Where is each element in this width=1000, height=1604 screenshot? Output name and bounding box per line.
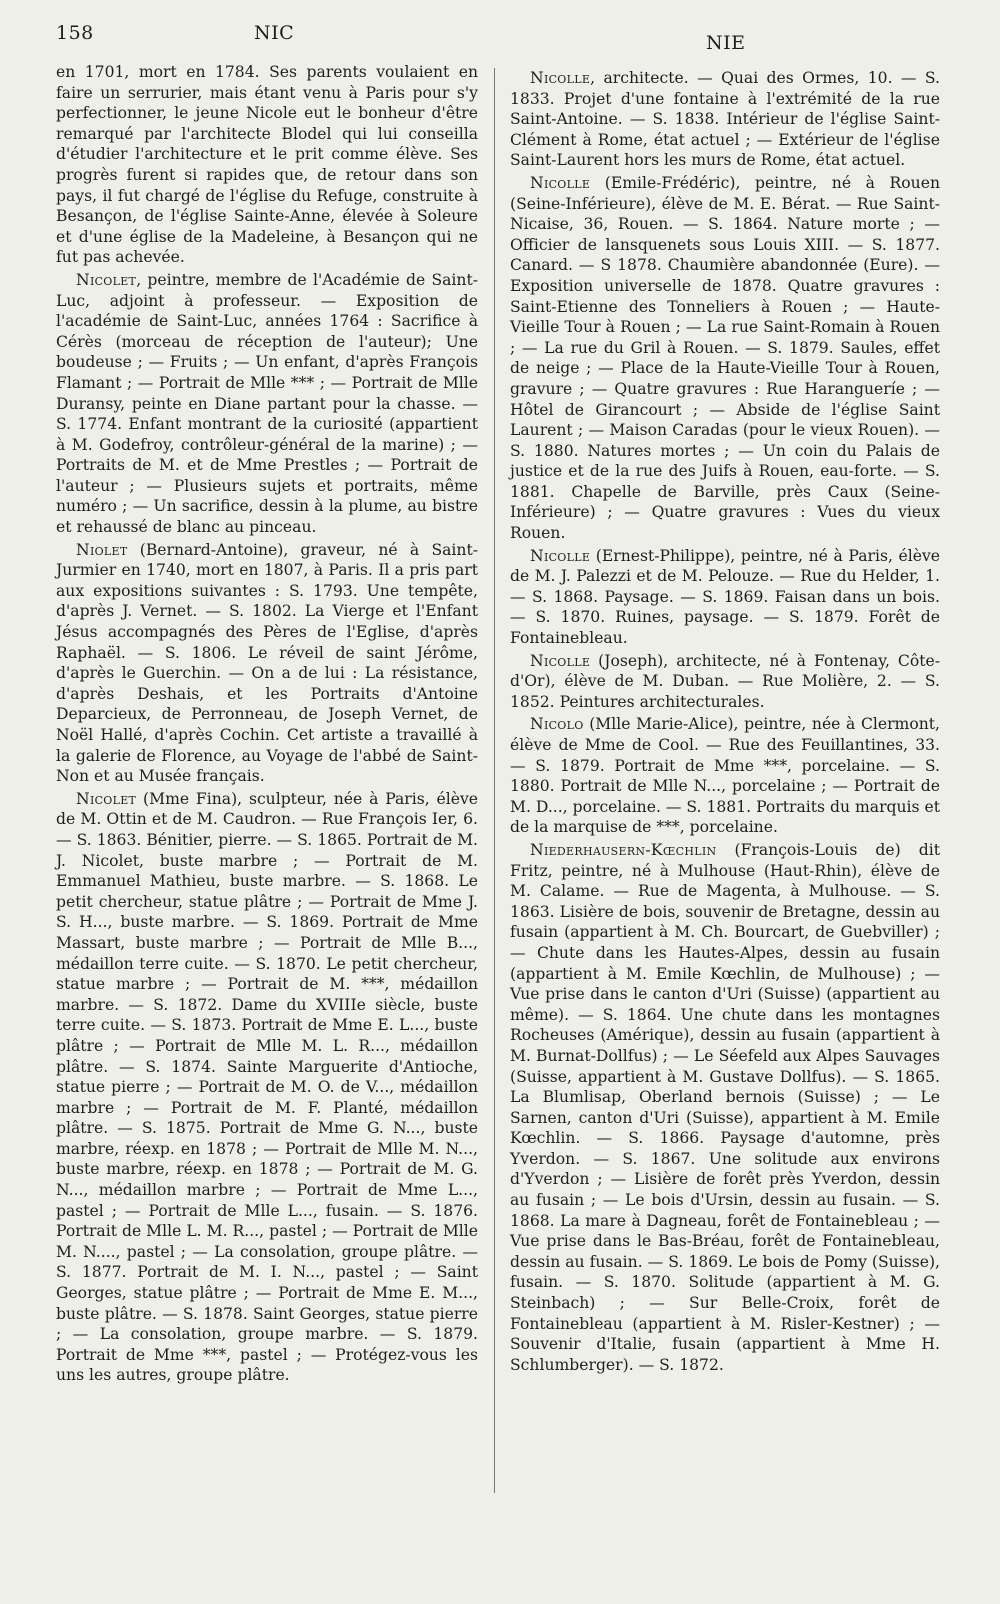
entry (510, 68, 940, 171)
entry-name: Nicolet (76, 789, 137, 808)
entry (510, 546, 940, 649)
running-head-right: NIE (706, 32, 746, 54)
entry-name: Nicolle (530, 651, 591, 670)
entry-text: , architecte. — Quai des Ormes, 10. — S. 1833. Projet d'une fontaine à l'extrémité de la rue Saint-Antoine. — S. 1838. Intérieur de l'église Saint-Clément à Rome, état actuel ; — Extérieur de l'église Saint-Laurent hors les murs de Rome, état actuel. (510, 69, 940, 170)
entry-name: Nicolet (76, 270, 137, 289)
page-number: 158 (56, 22, 94, 44)
entry (56, 62, 478, 268)
column-divider (494, 68, 495, 1493)
entry-name: Nicolle (530, 173, 591, 192)
entry (510, 651, 940, 713)
left-column (56, 62, 478, 1388)
right-column (510, 68, 940, 1377)
entry (56, 789, 478, 1386)
entry-text: , peintre, membre de l'Académie de Saint-Luc, adjoint à professeur. — Exposition de l'académie de Saint-Luc, années 1764 : Sacrifice à Cérès (morceau de réception de l'auteur); Une boudeuse ; — Fruits ; — Un enfant, d'après François Flamant ; — Portrait de Mlle *** ; — Portrait de Mlle Duransy, peinte en Diane partant pour la chasse. — S. 1774. Enfant montrant de la curiosité (appartient à M. Godefroy, contrôleur-général de la marine) ; — Portraits de M. et de Mme Prestles ; — Portrait de l'auteur ; — Plusieurs sujets et portraits, même numéro ; — Un sacrifice, dessin à la plume, au bistre et rehaussé de blanc au pinceau. (56, 270, 478, 537)
entry (510, 840, 940, 1375)
entry-text: (Ernest-Philippe), peintre, né à Paris, élève de M. J. Palezzi et de M. Pelouze. — Rue du Helder, 1. — S. 1868. Paysage. — S. 1869. Faisan dans un bois. — S. 1870. Ruines, paysage. — S. 1879. Forêt de Fontainebleau. (510, 546, 940, 648)
running-head-left: NIC (254, 22, 295, 44)
entry-text: (Bernard-Antoine), graveur, né à Saint-Jurmier en 1740, mort en 1807, à Paris. Il a pris part aux expositions suivantes : S. 1793. Une tempête, d'après J. Vernet. — S. 1802. La Vierge et l'Enfant Jésus accompagnés des Pères de l'Eglise, d'après Raphaël. — S. 1806. Le réveil de saint Jérôme, d'après le Guerchin. — On a de lui : La résistance, d'après Deshais, et les Portraits d'Antoine Deparcieux, de Perronneau, de Joseph Vernet, de Noël Hallé, d'après Cochin. Cet artiste a travaillé à la galerie de Florence, au Voyage de l'abbé de Saint-Non et au Musée français. (56, 540, 478, 786)
entry (56, 540, 478, 787)
entry (510, 714, 940, 838)
entry-text: (Mlle Marie-Alice), peintre, née à Clermont, élève de Mme de Cool. — Rue des Feuillantines, 33. — S. 1879. Portrait de Mme ***, porcelaine. — S. 1880. Portrait de Mlle N..., porcelaine ; — Portrait de M. D..., porcelaine. — S. 1881. Portraits du marquis et de la marquise de ***, porcelaine. (510, 715, 940, 837)
entry-text: (François-Louis de) dit Fritz, peintre, né à Mulhouse (Haut-Rhin), élève de M. Calame. — Rue de Magenta, à Mulhouse. — S. 1863. Lisière de bois, souvenir de Bretagne, dessin au fusain (appartient à M. Ch. Bourcart, de Guebviller) ; — Chute dans les Hautes-Alpes, dessin au fusain (appartient à M. Emile Kœchlin, de Mulhouse) ; — Vue prise dans le canton d'Uri (Suisse) (appartient au même). — S. 1864. Une chute dans les montagnes Rocheuses (Amérique), dessin au fusain (appartient à M. Burnat-Dollfus) ; — Le Séefeld aux Alpes Sauvages (Suisse, appartient à M. Gustave Dollfus). — S. 1865. La Blumlisap, Oberland bernois (Suisse) ; — Le Sarnen, canton d'Uri (Suisse), appartient à M. Emile Kœchlin. — S. 1866. Paysage d'automne, près Yverdon. — S. 1867. Une solitude aux environs d'Yverdon ; — Lisière de forêt près Yverdon, dessin au fusain ; — Le bois d'Ursin, dessin au fusain. — S. 1868. La mare à Dagneau, forêt de Fontainebleau ; — Vue prise dans le Bas-Bréau, forêt de Fontainebleau, dessin au fusain. — S. 1869. Le bois de Pomy (Suisse), fusain. — S. 1870. Solitude (appartient à M. G. Steinbach) ; — Sur Belle-Croix, forêt de Fontainebleau (appartient à M. Risler-Kestner) ; — Souvenir d'Italie, fusain (appartient à Mme H. Schlumberger). — S. 1872. (510, 840, 940, 1374)
entry (56, 270, 478, 538)
entry-text: en 1701, mort en 1784. Ses parents voulaient en faire un serrurier, mais étant venu à Paris pour s'y perfectionner, le jeune Nicole eut le bonheur d'être remarqué par l'architecte Blodel qui lui conseilla d'étudier l'architecture et le prit comme élève. Ses progrès furent si rapides que, de retour dans son pays, il fut chargé de l'église du Refuge, construite à Besançon, de l'église Sainte-Anne, élevée à Soleure et d'une église de la Madeleine, à Besançon qui ne fut pas achevée. (56, 63, 478, 267)
entry (510, 173, 940, 544)
entry-name: Nicolle (530, 69, 591, 87)
entry-name: Nicolle (530, 546, 591, 565)
entry-name: Niederhausern-Kœchlin (530, 840, 717, 859)
entry-name: Niolet (76, 540, 128, 559)
entry-text: (Joseph), architecte, né à Fontenay, Côte-d'Or), élève de M. Duban. — Rue Molière, 2. — S. 1852. Peintures architecturales. (510, 651, 940, 711)
entry-text: (Mme Fina), sculpteur, née à Paris, élève de M. Ottin et de M. Caudron. — Rue François Ier, 6. — S. 1863. Bénitier, pierre. — S. 1865. Portrait de M. J. Nicolet, buste marbre ; — Portrait de M. Emmanuel Mathieu, buste marbre. — S. 1868. Le petit chercheur, statue plâtre ; — Portrait de Mme J. S. H..., buste marbre. — S. 1869. Portrait de Mme Massart, buste marbre ; — Portrait de Mlle B..., médaillon terre cuite. — S. 1870. Le petit chercheur, statue marbre ; — Portrait de M. ***, médaillon marbre. — S. 1872. Dame du XVIIIe siècle, buste terre cuite. — S. 1873. Portrait de Mme E. L..., buste plâtre ; — Portrait de Mlle M. L. R..., médaillon plâtre. — S. 1874. Sainte Marguerite d'Antioche, statue pierre ; — Portrait de M. O. de V..., médaillon marbre ; — Portrait de M. F. Planté, médaillon plâtre. — S. 1875. Portrait de Mme G. N..., buste marbre, réexp. en 1878 ; — Portrait de Mlle M. N..., buste marbre, réexp. en 1878 ; — Portrait de M. G. N..., médaillon marbre ; — Portrait de Mme L..., pastel ; — Portrait de Mlle L..., fusain. — S. 1876. Portrait de Mlle L. M. R..., pastel ; — Portrait de Mlle M. N...., pastel ; — La consolation, groupe plâtre. — S. 1877. Portrait de M. I. N..., pastel ; — Saint Georges, statue plâtre ; — Portrait de Mme E. M..., buste plâtre. — S. 1878. Saint Georges, statue pierre ; — La consolation, groupe marbre. — S. 1879. Portrait de Mme ***, pastel ; — Protégez-vous les uns les autres, groupe plâtre. (56, 789, 478, 1385)
entry-name: Nicolo (530, 715, 584, 734)
entry-text: (Emile-Frédéric), peintre, né à Rouen (Seine-Inférieure), élève de M. E. Bérat. — Rue Saint-Nicaise, 36, Rouen. — S. 1864. Nature morte ; — Officier de lansquenets sous Louis XIII. — S. 1877. Canard. — S 1878. Chaumière abandonnée (Eure). — Exposition universelle de 1878. Quatre gravures : Saint-Etienne des Tonneliers à Rouen ; — Haute-Vieille Tour à Rouen ; — La rue Saint-Romain à Rouen ; — La rue du Gril à Rouen. — S. 1879. Saules, effet de neige ; — Place de la Haute-Vieille Tour à Rouen, gravure ; — Quatre gravures : Rue Harangueríe ; — Hôtel de Girancourt ; — Abside de l'église Saint Laurent ; — Maison Caradas (pour le vieux Rouen). — S. 1880. Natures mortes ; — Un coin du Palais de justice et de la rue des Juifs à Rouen, eau-forte. — S. 1881. Chapelle de Barville, près Caux (Seine-Inférieure) ; — Quatre gravures : Vues du vieux Rouen. (510, 173, 940, 543)
